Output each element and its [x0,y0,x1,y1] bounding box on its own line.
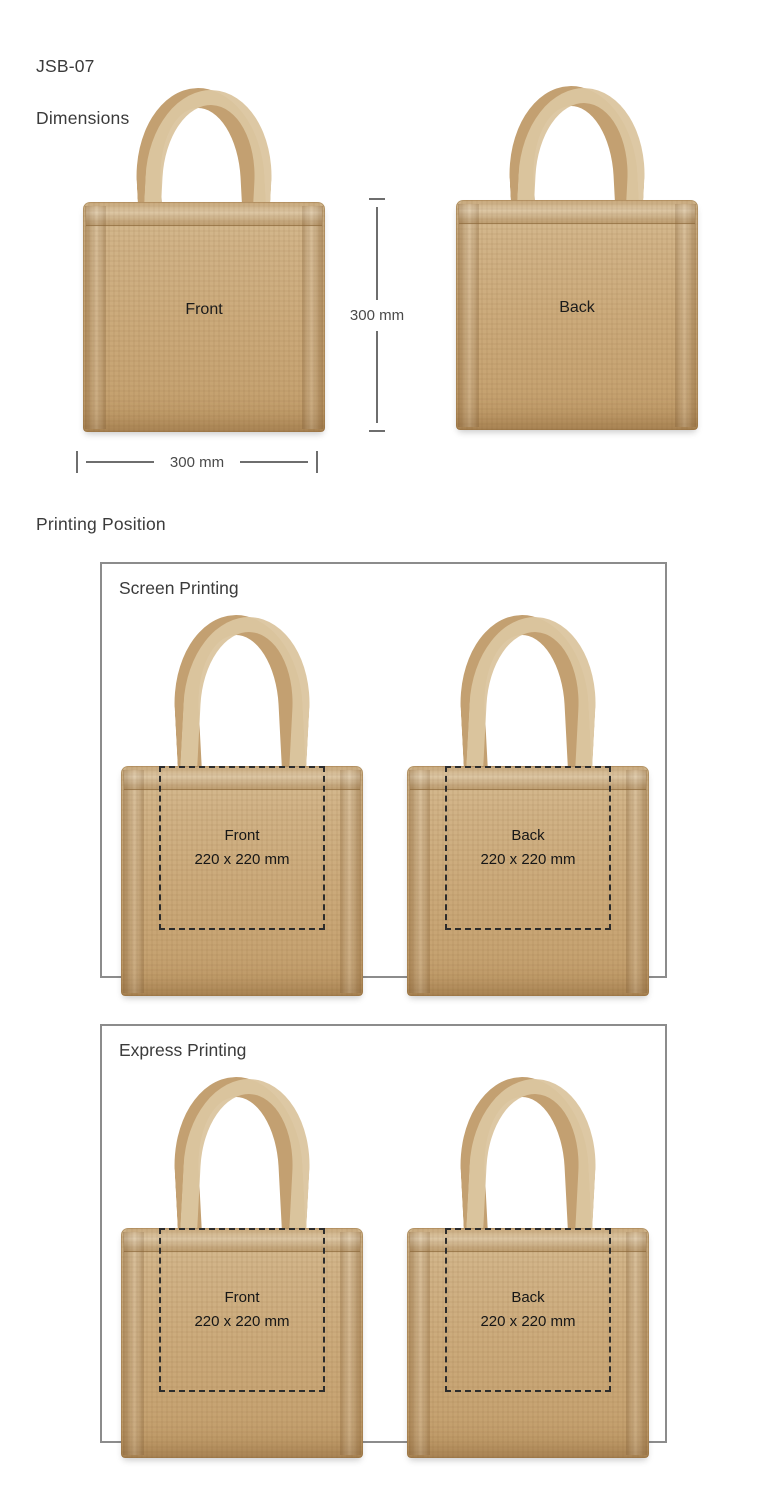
print-size-label: 220 x 220 mm [480,1313,576,1330]
screen-printing-back-bag [407,615,649,996]
express-printing-box [100,1024,667,1443]
bag-side-label: Back [559,298,595,316]
print-area [159,1228,325,1392]
bag-body [407,1228,649,1458]
product-code: JSB-07 [36,56,95,76]
bag-handles [456,86,698,200]
height-dimension-value: 300 mm [349,306,405,324]
bag-side-label: Front [185,300,223,318]
bag-handles [407,1077,649,1191]
print-side-label: Front [224,827,260,844]
bag-body [407,766,649,996]
dimension-line [86,461,154,463]
print-size-label: 220 x 220 mm [194,851,290,868]
screen-printing-front-bag [121,615,363,996]
print-size-label: 220 x 220 mm [480,851,576,868]
print-area [159,766,325,930]
dimension-line [376,331,378,424]
bag-hem [459,200,695,224]
printing-position-title: Printing Position [36,514,166,534]
dimension-line [240,461,308,463]
bag-handles [121,615,363,729]
print-side-label: Front [224,1289,260,1306]
print-side-label: Back [511,1289,545,1306]
height-dimension [337,198,417,432]
print-side-label: Back [511,827,545,844]
express-printing-back-bag [407,1077,649,1458]
dimension-cap [369,430,385,432]
print-area [445,766,611,930]
printing-box-title: Express Printing [119,1040,247,1060]
bag-handles [121,1077,363,1191]
bag-body [121,1228,363,1458]
bag-body [121,766,363,996]
dimension-tick [316,451,318,473]
express-printing-front-bag [121,1077,363,1458]
dimension-back-bag [456,86,698,430]
bag-body [83,202,325,432]
print-area [445,1228,611,1392]
dimensions-title: Dimensions [36,108,130,128]
bag-body [456,200,698,430]
bag-handles [83,88,325,202]
width-dimension [76,449,318,475]
dimension-line [376,207,378,300]
dimension-front-bag [83,88,325,432]
bag-hem [86,202,322,226]
screen-printing-box [100,562,667,978]
print-size-label: 220 x 220 mm [194,1313,290,1330]
width-dimension-value: 300 mm [169,453,225,471]
printing-box-title: Screen Printing [119,578,239,598]
bag-handles [407,615,649,729]
dimension-cap [369,198,385,200]
dimension-tick [76,451,78,473]
